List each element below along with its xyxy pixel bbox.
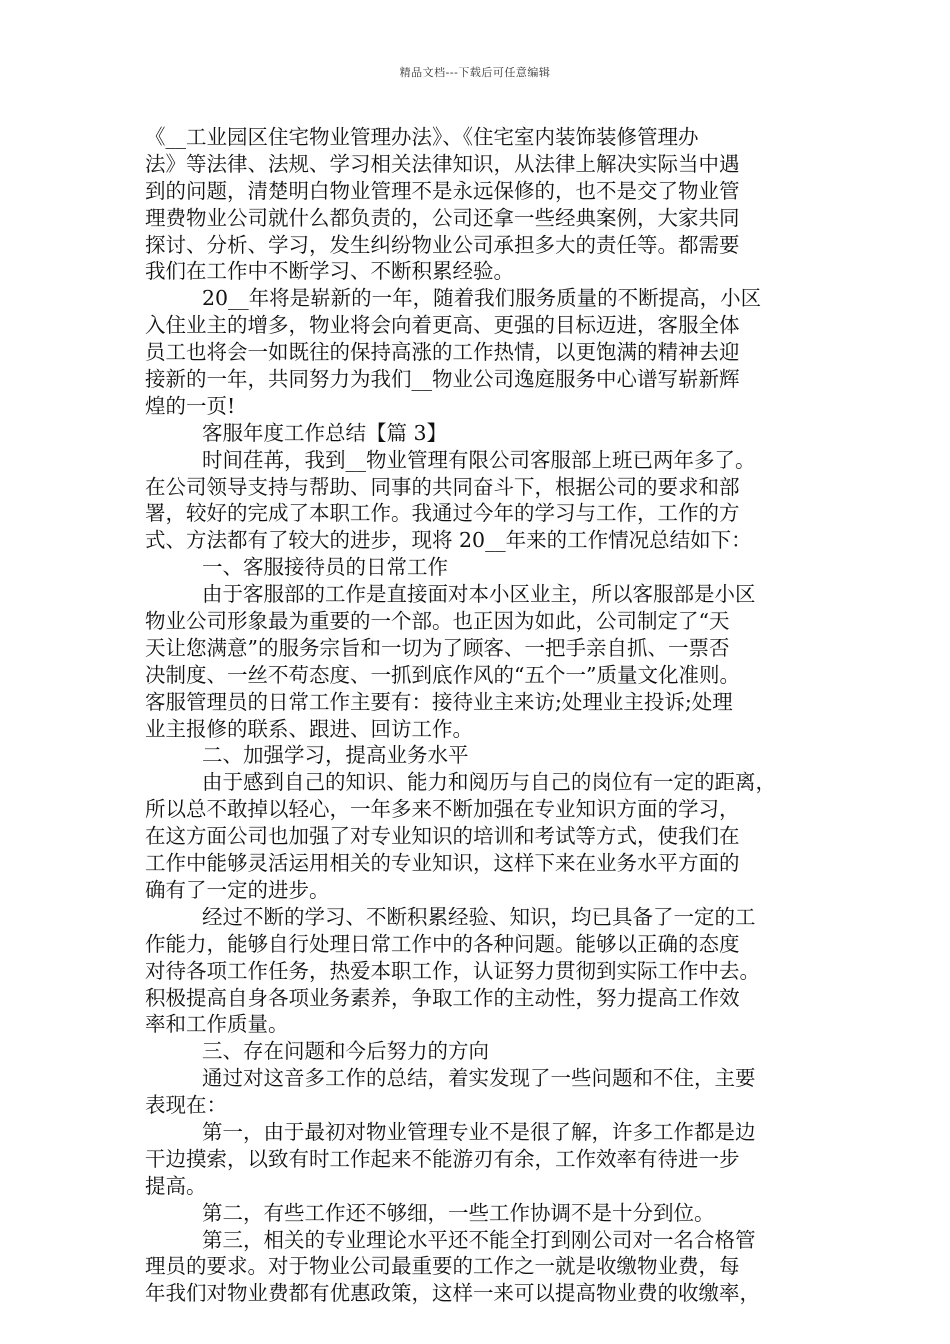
- text-line: 确有了一定的进步。: [145, 877, 330, 902]
- text-line: 作能力，能够自行处理日常工作中的各种问题。能够以正确的态度: [145, 931, 740, 956]
- text-line: 在公司领导支持与帮助、同事的共同奋斗下，根据公司的要求和部: [145, 474, 740, 499]
- text-line: 我们在工作中不断学习、不断积累经验。: [145, 259, 514, 284]
- text-line: 式、方法都有了较大的进步，现将 20__年来的工作情况总结如下：: [145, 528, 752, 553]
- text-line: 理员的要求。对于物业公司最重要的工作之一就是收缴物业费，每: [145, 1254, 740, 1279]
- text-line: 第一，由于最初对物业管理专业不是很了解，许多工作都是边: [202, 1119, 756, 1144]
- text-line: 由于客服部的工作是直接面对本小区业主，所以客服部是小区: [202, 582, 756, 607]
- page-header: 精品文档---下载后可任意编辑: [399, 66, 551, 79]
- text-line: 客服管理员的日常工作主要有：接待业主来访;处理业主投诉;处理: [145, 689, 733, 714]
- text-line: 天让您满意”的服务宗旨和一切为了顾客、一把手亲自抓、一票否: [145, 635, 730, 660]
- text-line: 对待各项工作任务，热爱本职工作，认证努力贯彻到实际工作中去。: [145, 958, 760, 983]
- text-line: 煌的一页!: [145, 393, 236, 418]
- text-line: 工作中能够灵活运用相关的专业知识，这样下来在业务水平方面的: [145, 851, 740, 876]
- text-line: 20__年将是崭新的一年，随着我们服务质量的不断提高，小区: [202, 286, 762, 311]
- text-line: 年我们对物业费都有优惠政策，这样一来可以提高物业费的收缴率，: [145, 1281, 760, 1306]
- text-line: 所以总不敢掉以轻心，一年多来不断加强在专业知识方面的学习，: [145, 797, 740, 822]
- text-line: 在这方面公司也加强了对专业知识的培训和考试等方式，使我们在: [145, 824, 740, 849]
- text-line: 率和工作质量。: [145, 1012, 289, 1037]
- text-line: 物业公司形象最为重要的一个部。也正因为如此，公司制定了“天: [145, 609, 730, 634]
- text-line: 探讨、分析、学习，发生纠纷物业公司承担多大的责任等。都需要: [145, 232, 740, 257]
- text-line: 积极提高自身各项业务素养，争取工作的主动性，努力提高工作效: [145, 985, 740, 1010]
- text-line: 由于感到自己的知识、能力和阅历与自己的岗位有一定的距离，: [202, 770, 776, 795]
- text-line: 客服年度工作总结【篇 3】: [202, 420, 448, 445]
- document-body: [145, 124, 820, 1307]
- text-line: 经过不断的学习、不断积累经验、知识，均已具备了一定的工: [202, 904, 756, 929]
- text-line: 通过对这音多工作的总结，着实发现了一些问题和不住，主要: [202, 1066, 756, 1091]
- text-line: 三、存在问题和今后努力的方向: [202, 1039, 489, 1064]
- text-line: 理费物业公司就什么都负责的，公司还拿一些经典案例，大家共同: [145, 205, 740, 230]
- text-line: 第二，有些工作还不够细，一些工作协调不是十分到位。: [202, 1200, 715, 1225]
- text-line: 决制度、一丝不苟态度、一抓到底作风的“五个一”质量文化准则。: [145, 662, 740, 687]
- text-line: 时间荏苒，我到__物业管理有限公司客服部上班已两年多了。: [202, 447, 756, 472]
- text-line: 二、加强学习，提高业务水平: [202, 743, 469, 768]
- text-line: 署，较好的完成了本职工作。我通过今年的学习与工作，工作的方: [145, 501, 740, 526]
- text-line: 第三，相关的专业理论水平还不能全打到刚公司对一名合格管: [202, 1227, 756, 1252]
- text-line: 到的问题，清楚明白物业管理不是永远保修的，也不是交了物业管: [145, 178, 740, 203]
- text-line: 提高。: [145, 1173, 207, 1198]
- text-line: 员工也将会一如既往的保持高涨的工作热情，以更饱满的精神去迎: [145, 340, 740, 365]
- text-line: 法》等法律、法规、学习相关法律知识，从法律上解决实际当中遇: [145, 151, 740, 176]
- text-line: 入住业主的增多，物业将会向着更高、更强的目标迈进，客服全体: [145, 313, 740, 338]
- text-line: 业主报修的联系、跟进、回访工作。: [145, 716, 473, 741]
- text-line: 《__工业园区住宅物业管理办法》、《住宅室内装饰装修管理办: [145, 125, 699, 149]
- text-line: 表现在：: [145, 1093, 227, 1118]
- text-line: 接新的一年，共同努力为我们__物业公司逸庭服务中心谱写崭新辉: [145, 367, 740, 392]
- text-line: 一、客服接待员的日常工作: [202, 555, 448, 580]
- text-line: 干边摸索，以致有时工作起来不能游刃有余，工作效率有待进一步: [145, 1146, 740, 1171]
